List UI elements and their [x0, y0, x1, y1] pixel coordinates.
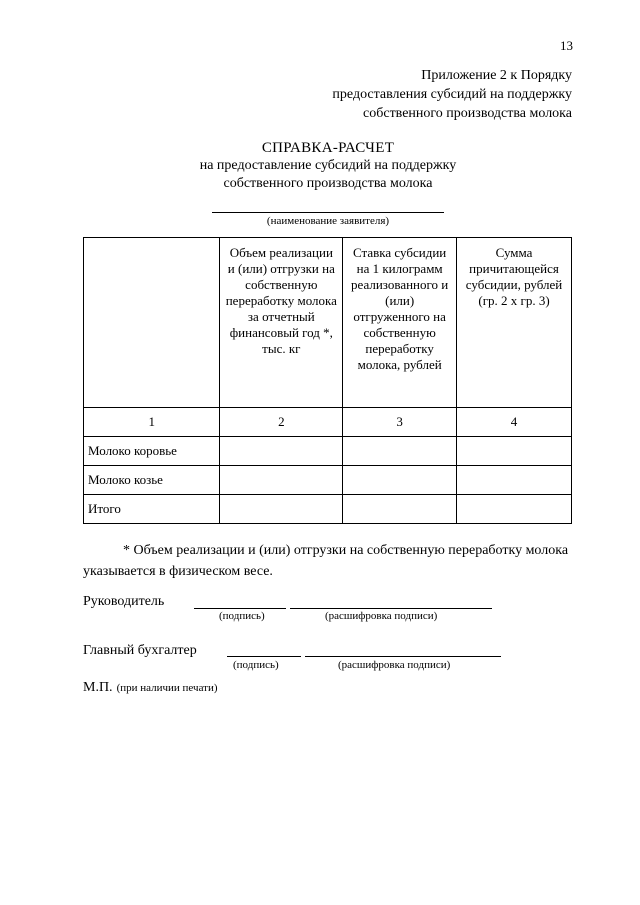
column-number: 1	[84, 408, 220, 437]
appendix-line-1: Приложение 2 к Порядку	[421, 68, 572, 83]
input-cell[interactable]	[220, 437, 343, 466]
applicant-name-caption: (наименование заявителя)	[266, 215, 390, 227]
table-row	[84, 437, 572, 466]
seal-area	[83, 678, 218, 696]
input-cell[interactable]	[220, 466, 343, 495]
column-number: 2	[220, 408, 343, 437]
table-header-row	[84, 238, 572, 408]
table-row	[84, 495, 572, 524]
input-cell[interactable]	[343, 437, 457, 466]
applicant-name-line[interactable]	[212, 196, 444, 213]
row-label-total: Итого	[84, 495, 220, 524]
chief-accountant-label: Главный бухгалтер	[83, 643, 197, 658]
appendix-line-2: предоставления субсидий на поддержку	[332, 87, 572, 102]
input-cell[interactable]	[343, 495, 457, 524]
column-number-row	[84, 408, 572, 437]
header-amount-text: Сумма причитающейся субсидии, рублей (гр. 2 х гр. 3)	[465, 245, 563, 308]
head-signature-caption: (подпись)	[219, 610, 265, 622]
accountant-decoding-line[interactable]	[305, 656, 501, 657]
calculation-table	[83, 237, 572, 524]
header-cell-volume	[220, 238, 343, 408]
input-cell[interactable]	[220, 495, 343, 524]
seal-label: М.П.	[83, 680, 113, 695]
input-cell[interactable]	[343, 466, 457, 495]
head-signature-line[interactable]	[194, 608, 286, 609]
title-subline-2: собственного производства молока	[223, 176, 433, 191]
header-cell-empty	[84, 238, 220, 408]
column-number: 4	[457, 408, 572, 437]
appendix-reference	[272, 66, 572, 123]
header-cell-rate	[343, 238, 457, 408]
title-subline-1: на предоставление субсидий на поддержку	[199, 158, 457, 173]
document-title-block	[150, 139, 506, 228]
head-decoding-caption: (расшифровка подписи)	[325, 610, 438, 622]
seal-note: (при наличии печати)	[116, 682, 218, 694]
head-label: Руководитель	[83, 594, 165, 609]
column-number: 3	[343, 408, 457, 437]
input-cell[interactable]	[457, 437, 572, 466]
row-label-goat-milk: Молоко козье	[84, 466, 220, 495]
footnote: * Объем реализации и (или) отгрузки на собственную переработку молока указывается в физическом весе.	[83, 543, 569, 579]
row-label-cow-milk: Молоко коровье	[84, 437, 220, 466]
accountant-decoding-caption: (расшифровка подписи)	[338, 659, 451, 671]
header-rate-text: Ставка субсидии на 1 килограмм реализованного и (или) отгруженного на собственную переработку молока, рублей	[351, 245, 449, 372]
accountant-signature-line[interactable]	[227, 656, 301, 657]
header-volume-text: Объем реализации и (или) отгрузки на собственную переработку молока за отчетный финансовый год *, тыс. кг	[225, 245, 337, 356]
header-cell-amount	[457, 238, 572, 408]
appendix-line-3: собственного производства молока	[363, 106, 572, 121]
input-cell[interactable]	[457, 466, 572, 495]
table-row	[84, 466, 572, 495]
accountant-signature-caption: (подпись)	[233, 659, 279, 671]
input-cell[interactable]	[457, 495, 572, 524]
page-number: 13	[560, 38, 573, 53]
head-decoding-line[interactable]	[290, 608, 492, 609]
document-title: СПРАВКА-РАСЧЕТ	[261, 140, 395, 156]
